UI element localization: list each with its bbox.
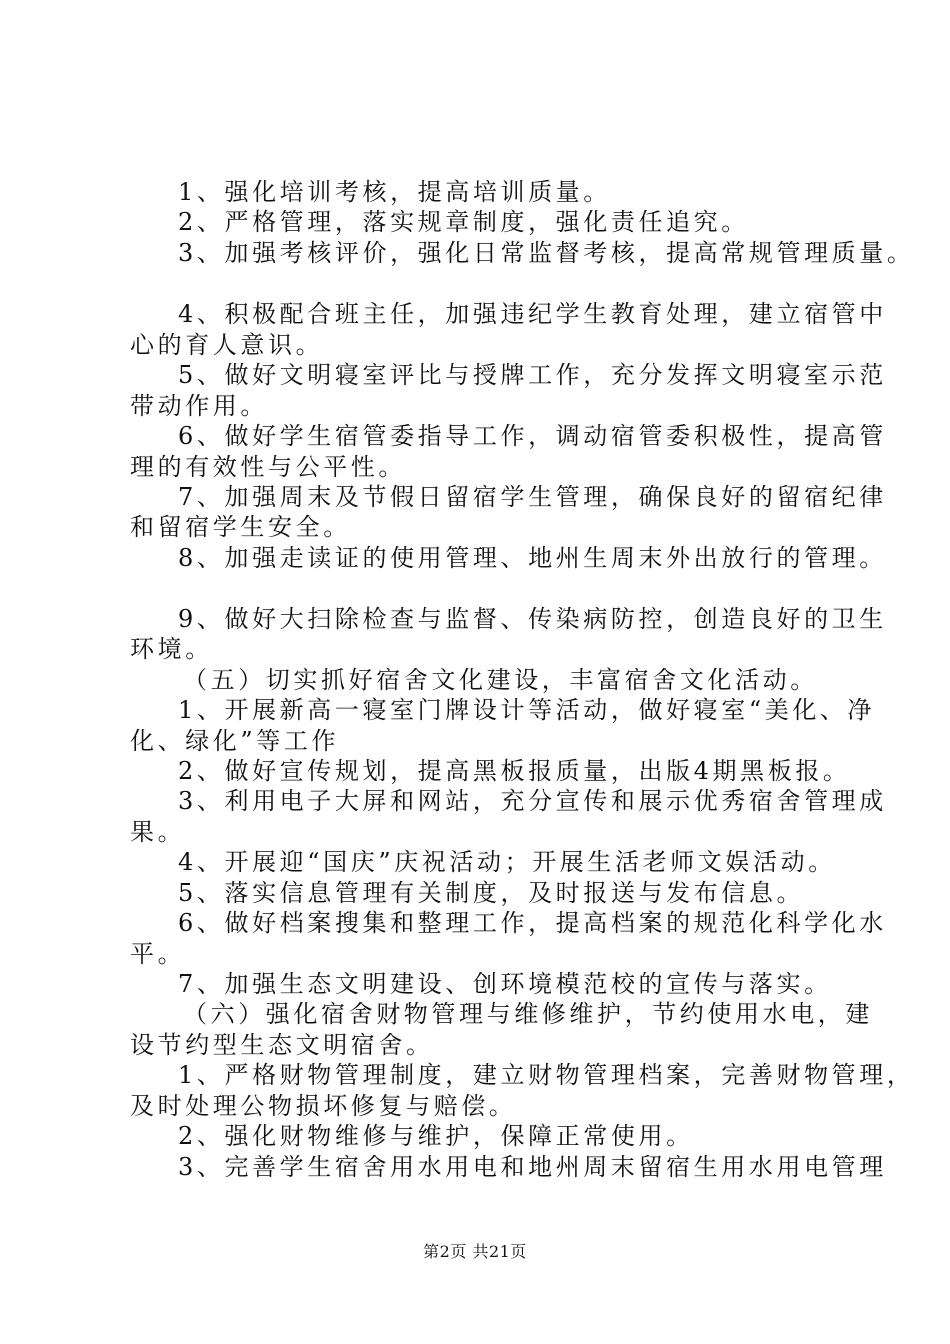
text-line: 3、完善学生宿舍用水用电和地州周末留宿生用水用电管理 (178, 1153, 887, 1181)
text-line: 2、强化财物维修与维护，保障正常使用。 (178, 1122, 694, 1150)
text-line: 平。 (130, 940, 186, 968)
text-line: 7、加强周末及节假日留宿学生管理，确保良好的留宿纪律 (178, 483, 887, 511)
text-line: 2、做好宣传规划，提高黑板报质量，出版4期黑板报。 (178, 757, 851, 785)
text-line: 7、加强生态文明建设、创环境模范校的宣传与落实。 (178, 970, 832, 998)
page-footer: 第2页 共21页 (423, 1242, 527, 1261)
text-line: 果。 (130, 818, 186, 846)
text-line: 及时处理公物损坏修复与赔偿。 (130, 1092, 517, 1120)
text-line: 3、加强考核评价，强化日常监督考核，提高常规管理质量。 (178, 239, 915, 267)
text-line: 和留宿学生安全。 (130, 513, 351, 541)
text-line: 9、做好大扫除检查与监督、传染病防控，创造良好的卫生 (178, 605, 887, 633)
section-heading: （六）强化宿舍财物管理与维修维护，节约使用水电，建 (183, 1000, 873, 1028)
text-line: 5、做好文明寝室评比与授牌工作，充分发挥文明寝室示范 (178, 361, 887, 389)
text-line: 6、做好档案搜集和整理工作，提高档案的规范化科学化水 (178, 909, 887, 937)
text-line: 设节约型生态文明宿舍。 (130, 1031, 434, 1059)
text-line: 4、积极配合班主任，加强违纪学生教育处理，建立宿管中 (178, 300, 887, 328)
text-line: 1、开展新高一寝室门牌设计等活动，做好寝室“美化、净 (178, 696, 876, 724)
text-line: 3、利用电子大屏和网站，充分宣传和展示优秀宿舍管理成 (178, 787, 887, 815)
text-line: 带动作用。 (130, 392, 268, 420)
text-line: 8、加强走读证的使用管理、地州生周末外出放行的管理。 (178, 544, 887, 572)
text-line: 环境。 (130, 635, 213, 663)
section-heading: （五）切实抓好宿舍文化建设，丰富宿舍文化活动。 (183, 666, 818, 694)
text-line: 1、强化培训考核，提高培训质量。 (178, 178, 611, 206)
text-line: 6、做好学生宿管委指导工作，调动宿管委积极性，提高管 (178, 422, 887, 450)
text-line: 理的有效性与公平性。 (130, 453, 406, 481)
text-line: 心的育人意识。 (130, 331, 324, 359)
text-line: 化、绿化”等工作 (130, 727, 340, 755)
text-line: 1、严格财物管理制度，建立财物管理档案，完善财物管理， (178, 1061, 915, 1089)
text-line: 5、落实信息管理有关制度，及时报送与发布信息。 (178, 879, 805, 907)
text-line: 4、开展迎“国庆”庆祝活动；开展生活老师文娱活动。 (178, 848, 836, 876)
text-line: 2、严格管理，落实规章制度，强化责任追究。 (178, 208, 749, 236)
